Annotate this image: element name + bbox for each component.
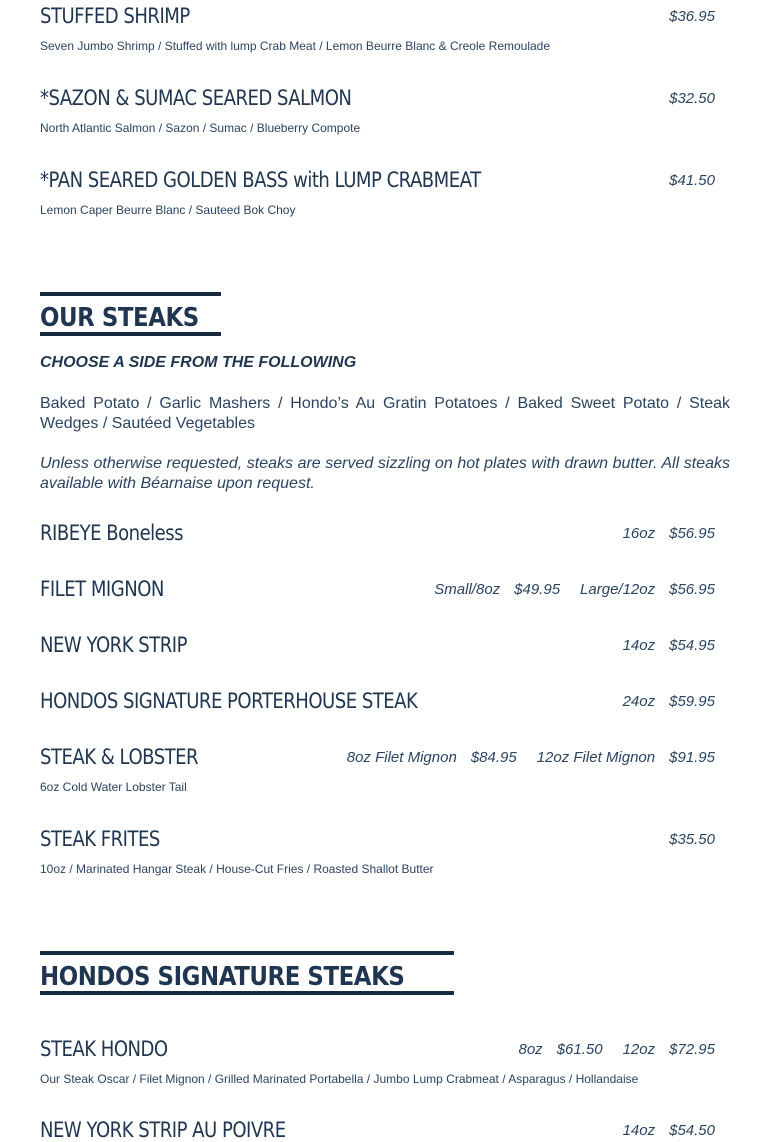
item-size: 14oz: [622, 637, 656, 654]
item-price: $56.95: [669, 525, 715, 542]
item-size: 24oz: [622, 693, 656, 710]
section-heading-our-steaks: [40, 292, 221, 336]
item-price: $61.50: [556, 1041, 603, 1058]
item-name: RIBEYE Boneless: [40, 521, 184, 545]
item-name: STUFFED SHRIMP: [40, 4, 190, 28]
item-description: 10oz / Marinated Hangar Steak / House-Cut Fries / Roasted Shallot Butter: [40, 862, 434, 876]
item-name: FILET MIGNON: [40, 577, 164, 601]
item-size: 12oz Filet Mignon: [536, 749, 656, 766]
item-price: $36.95: [669, 8, 715, 25]
item-price: $32.50: [669, 90, 715, 107]
sides-subheading: CHOOSE A SIDE FROM THE FOLLOWING: [40, 354, 357, 371]
item-price: $59.95: [669, 693, 715, 710]
item-price: $56.95: [669, 581, 715, 598]
item-description: North Atlantic Salmon / Sazon / Sumac / Blueberry Compote: [40, 121, 361, 135]
item-price: $91.95: [669, 749, 715, 766]
item-price: $54.50: [669, 1122, 715, 1139]
item-price: $41.50: [669, 172, 715, 189]
item-name: *PAN SEARED GOLDEN BASS with LUMP CRABMEAT: [40, 168, 481, 192]
item-size: 12oz: [622, 1041, 656, 1058]
item-price: $54.95: [669, 637, 715, 654]
item-description: 6oz Cold Water Lobster Tail: [40, 780, 187, 794]
item-name: *SAZON & SUMAC SEARED SALMON: [40, 86, 352, 110]
item-size: 8oz Filet Mignon: [346, 749, 457, 766]
item-description: Lemon Caper Beurre Blanc / Sauteed Bok Choy: [40, 203, 296, 217]
item-size: Small/8oz: [434, 581, 501, 598]
item-size: 16oz: [622, 525, 656, 542]
item-name: STEAK HONDO: [40, 1037, 168, 1061]
item-name: HONDOS SIGNATURE PORTERHOUSE STEAK: [40, 689, 418, 713]
item-size: Large/12oz: [580, 581, 656, 598]
item-price: $49.95: [514, 581, 561, 598]
sides-list: Baked Potato / Garlic Mashers / Hondo’s Au Gratin Potatoes / Baked Sweet Potato / Steak Wedges / Sautéed Vegetables: [40, 395, 730, 432]
item-name: NEW YORK STRIP: [40, 633, 187, 657]
item-price: $72.95: [669, 1041, 715, 1058]
steak-serving-note: Unless otherwise requested, steaks are served sizzling on hot plates with drawn butter. All steaks available with Béarnaise upon request.: [40, 455, 730, 492]
item-name: STEAK & LOBSTER: [40, 745, 199, 769]
item-name: STEAK FRITES: [40, 827, 160, 851]
section-title: OUR STEAKS: [40, 303, 199, 333]
item-name: NEW YORK STRIP AU POIVRE: [40, 1118, 286, 1142]
item-size: 14oz: [622, 1122, 656, 1139]
item-price: $84.95: [470, 749, 517, 766]
item-price: $35.50: [669, 831, 715, 848]
section-heading-signature-steaks: [40, 951, 454, 995]
item-description: Our Steak Oscar / Filet Mignon / Grilled Marinated Portabella / Jumbo Lump Crabmeat / Asparagus / Hollandaise: [40, 1072, 639, 1086]
item-size: 8oz: [518, 1041, 543, 1058]
section-title: HONDOS SIGNATURE STEAKS: [40, 962, 405, 992]
item-description: Seven Jumbo Shrimp / Stuffed with lump Crab Meat / Lemon Beurre Blanc & Creole Remoulade: [40, 39, 551, 53]
